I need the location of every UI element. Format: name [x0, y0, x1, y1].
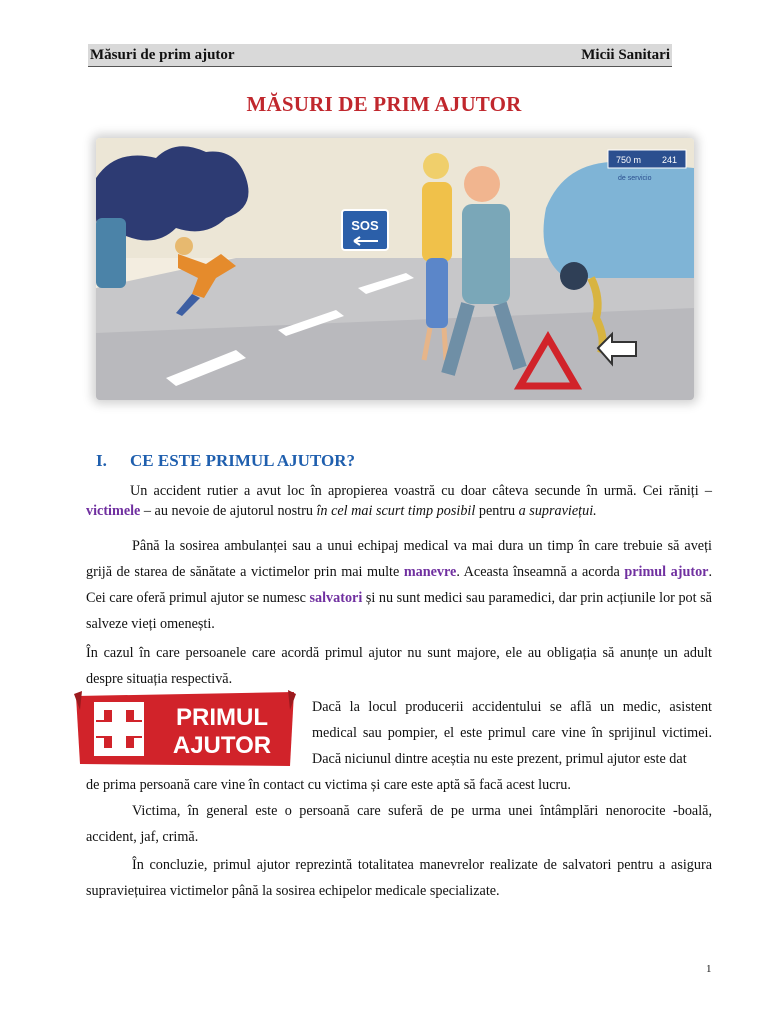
road-sign-text-2: 241 — [662, 155, 678, 165]
header-divider — [88, 66, 672, 67]
p1-italic-2: a supraviețui. — [518, 503, 597, 519]
p2-text-a: Până la sosirea ambulanței sau a unui echipaj medical va mai dura un timp în care trebuie să aveți grijă de starea de sănătate a victimelor prin mai multe — [86, 538, 712, 580]
page-header — [88, 44, 672, 66]
road-sign-text-3: de servicio — [618, 175, 652, 182]
p1-text-a: Un accident rutier a avut loc în apropierea voastră cu doar câteva secunde în urmă. Cei răniți – — [130, 483, 712, 499]
hero-illustration — [96, 138, 694, 400]
p2-text-c: . Cei care oferă primul ajutor se numesc — [86, 564, 713, 606]
p1-text-c: pentru — [475, 503, 519, 519]
paragraph-6: În concluzie, primul ajutor reprezintă totalitatea manevrelor realizate de salvatori pentru a asigura supraviețuirea victimelor până la sosirea echipelor medicale specializate. — [86, 857, 712, 899]
document-title: MĂSURI DE PRIM AJUTOR — [246, 92, 522, 116]
paragraph-4-continued: de prima persoană care vine în contact cu victima și care este aptă să facă acest lucru. — [86, 777, 571, 793]
primul-ajutor-badge — [72, 690, 298, 768]
header-left-text: Măsuri de prim ajutor — [90, 46, 235, 63]
road-sign-text-1: 750 m — [616, 155, 642, 165]
paragraph-1 — [86, 481, 712, 521]
p2-text-d: și nu sunt medici sau paramedici, dar prin acțiunile lor pot să salveze vieți omenești. — [86, 590, 712, 632]
paragraph-2 — [86, 533, 712, 637]
header-right-text: Micii Sanitari — [581, 46, 670, 63]
p1-italic-1: în cel mai scurt timp posibil — [316, 503, 476, 519]
keyword-primul-ajutor: primul ajutor — [624, 564, 709, 580]
paragraph-3: În cazul în care persoanele care acordă primul ajutor nu sunt majore, ele au obligația să anunțe un adult despre situația respectivă. — [86, 645, 712, 687]
p1-text-b: – au nevoie de ajutorul nostru — [140, 503, 317, 519]
keyword-victimele: victimele — [86, 503, 141, 519]
accident-scene-illustration — [96, 138, 694, 400]
section-heading — [96, 451, 355, 471]
paragraph-5: Victima, în general este o persoană care suferă de pe urma unei întâmplări nenorocite -boală, accident, jaf, crimă. — [86, 803, 712, 845]
page-number: 1 — [706, 963, 712, 975]
badge-line-1: PRIMUL — [176, 704, 268, 731]
sos-sign-text: SOS — [351, 218, 379, 233]
first-aid-cross-icon — [72, 690, 298, 768]
badge-line-2: AJUTOR — [172, 732, 272, 759]
keyword-manevre: manevre — [403, 564, 457, 580]
section-title: CE ESTE PRIMUL AJUTOR? — [130, 451, 355, 470]
section-number: I. — [96, 451, 107, 470]
keyword-salvatori: salvatori — [309, 590, 363, 606]
paragraph-4-wrapped: Dacă la locul producerii accidentului se află un medic, asistent medical sau pompier, el este primul care vine în sprijinul victimei. Dacă niciunul dintre aceștia nu este prezent, primul ajutor este dat — [312, 699, 712, 767]
p2-text-b: . Aceasta înseamnă a acorda — [456, 564, 625, 580]
